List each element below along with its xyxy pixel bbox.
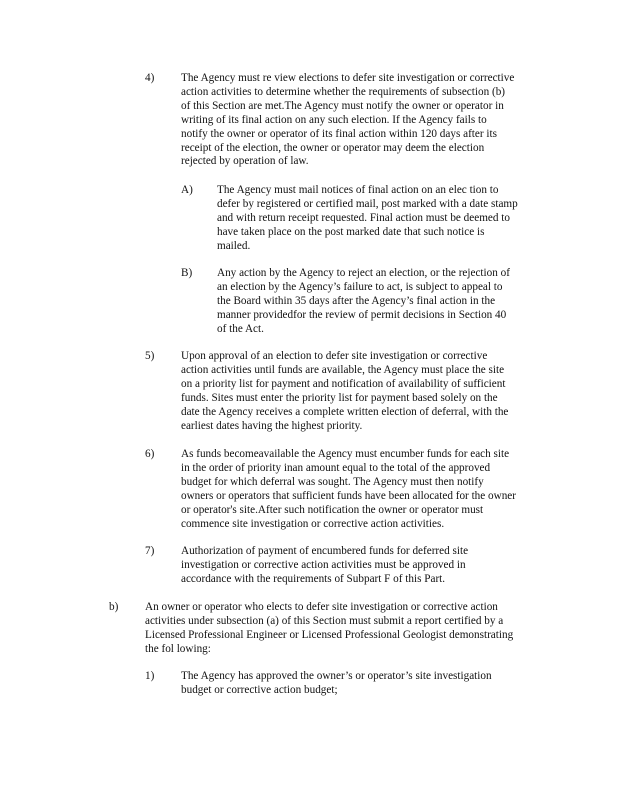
text-line: and with return receipt requested. Final action must be deemed to [217,211,510,224]
text-line: activities under subsection (a) of this Section must submit a report certified by a [145,614,504,627]
text-line: budget or corrective action budget; [181,683,338,696]
text-line: of the Act. [217,322,264,335]
text-line: notify the owner or operator of its final action within 120 days after its [181,127,497,140]
text-line: date the Agency receives a complete written election of deferral, with the [181,405,509,418]
text-line: Licensed Professional Engineer or Licensed Professional Geologist demonstrating [145,628,514,641]
item-text [217,267,537,337]
text-line: of this Section are met.The Agency must notify the owner or operator in [181,99,504,112]
item-text [181,350,537,433]
item-marker: B) [181,267,193,279]
item-marker: 4) [145,72,155,84]
text-line: the fol lowing: [145,642,211,655]
text-line: accordance with the requirements of Subpart F of this Part. [181,572,446,585]
item-marker: 6) [145,448,155,460]
text-line: funds. Sites must enter the priority list for payment based solely on the [181,391,498,404]
text-line: earliest dates having the highest priority. [181,419,363,432]
text-line: receipt of the election, the owner or operator may deem the election [181,141,485,154]
text-line: on a priority list for payment and notification of availability of sufficient [181,377,506,390]
text-line: budget for which deferral was sought. The Agency must then notify [181,475,484,488]
text-line: An owner or operator who elects to defer site investigation or corrective action [145,601,498,613]
item-marker: 5) [145,350,155,362]
item-text [217,184,537,254]
text-line: commence site investigation or corrective action activities. [181,517,445,530]
item-marker: 1) [145,670,155,682]
text-line: owners or operators that sufficient funds have been allocated for the owner [181,489,516,502]
text-line: Authorization of payment of encumbered funds for deferred site [181,545,469,557]
text-line: investigation or corrective action activities must be approved in [181,558,466,571]
text-line: the Board within 35 days after the Agency’s final action in the [217,294,496,307]
text-line: The Agency must mail notices of final action on an elec tion to [217,184,499,196]
item-marker: b) [109,601,119,613]
text-line: The Agency must re view elections to defer site investigation or corrective [181,72,515,84]
item-text [181,448,537,531]
text-line: an election by the Agency’s failure to act, is subject to appeal to [217,280,503,293]
text-line: have taken place on the post marked date that such notice is [217,225,485,238]
text-line: As funds becomeavailable the Agency must encumber funds for each site [181,448,510,460]
text-line: writing of its final action on any such election. If the Agency fails to [181,113,487,126]
item-marker: 7) [145,545,155,557]
text-line: defer by registered or certified mail, post marked with a date stamp [217,197,518,210]
item-text [181,72,533,169]
text-line: mailed. [217,239,251,252]
text-line: The Agency has approved the owner’s or operator’s site investigation [181,670,492,682]
text-line: Any action by the Agency to reject an election, or the rejection of [217,267,510,279]
item-text [181,670,511,698]
text-line: manner providedfor the review of permit decisions in Section 40 [217,308,507,321]
text-line: in the order of priority inan amount equal to the total of the approved [181,461,491,474]
item-text [145,601,537,657]
text-line: action activities to determine whether the requirements of subsection (b) [181,85,506,98]
text-line: Upon approval of an election to defer site investigation or corrective [181,350,488,362]
item-text [181,545,491,587]
text-line: action activities until funds are available, the Agency must place the site [181,363,505,376]
text-line: or operator's site.After such notification the owner or operator must [181,503,484,516]
item-marker: A) [181,184,193,196]
text-line: rejected by operation of law. [181,155,309,168]
